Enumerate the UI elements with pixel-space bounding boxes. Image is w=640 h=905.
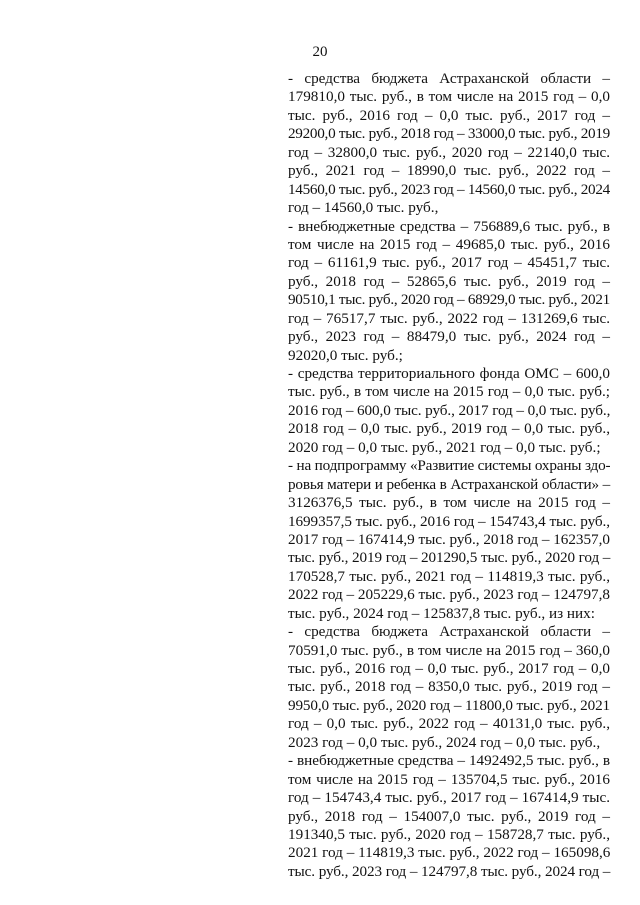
text-line: руб., 2018 год – 154007,0 тыс. руб., 2019 год – <box>288 807 610 825</box>
text-line: год – 76517,7 тыс. руб., 2022 год – 131269,6 тыс. <box>288 309 610 327</box>
text-line: - средства бюджета Астраханской области – <box>288 70 610 87</box>
text-line: год – 154743,4 тыс. руб., 2017 год – 167414,9 тыс. <box>288 789 610 807</box>
text-line: 2018 год – 0,0 тыс. руб., 2019 год – 0,0 тыс. руб., <box>288 420 610 438</box>
text-line: руб., 2023 год – 88479,0 тыс. руб., 2024 год – <box>288 328 610 346</box>
text-line: тыс. руб., 2023 год – 124797,8 тыс. руб., 2024 год – <box>288 862 611 880</box>
text-line: 70591,0 тыс. руб., в том числе на 2015 год – 360,0 <box>288 641 610 659</box>
text-line: 2022 год – 205229,6 тыс. руб., 2023 год – 124797,8 <box>288 586 610 604</box>
text-line: 90510,1 тыс. руб., 2020 год – 68929,0 тыс. руб., 2021 <box>288 291 610 309</box>
text-line: тыс. руб., в том числе на 2015 год – 0,0 тыс. руб.; <box>288 383 610 401</box>
text-line: тыс. руб., 2016 год – 0,0 тыс. руб., 2017 год – 0,0 <box>288 660 610 677</box>
text-line: год – 14560,0 тыс. руб., <box>288 199 439 217</box>
text-line: год – 61161,9 тыс. руб., 2017 год – 45451,7 тыс. <box>288 254 610 272</box>
text-line: тыс. руб., 2024 год – 125837,8 тыс. руб., из них: <box>288 604 595 622</box>
text-line: 170528,7 тыс. руб., 2021 год – 114819,3 тыс. руб., <box>288 567 610 585</box>
text-line: 92020,0 тыс. руб.; <box>288 346 403 364</box>
text-line: руб., 2018 год – 52865,6 тыс. руб., 2019 год – <box>288 272 610 290</box>
text-line: ровья матери и ребенка в Астраханской области» – <box>288 475 610 493</box>
text-line: 29200,0 тыс. руб., 2018 год – 33000,0 тыс. руб., 2019 <box>288 125 610 143</box>
text-line: 2020 год – 0,0 тыс. руб., 2021 год – 0,0 тыс. руб.; <box>288 438 601 456</box>
text-line: 2017 год – 167414,9 тыс. руб., 2018 год – 162357,0 <box>288 530 610 548</box>
page-number: 20 <box>312 44 328 60</box>
text-line: 179810,0 тыс. руб., в том числе на 2015 год – 0,0 <box>288 88 610 106</box>
text-line: 3126376,5 тыс. руб., в том числе на 2015 год – <box>288 494 610 512</box>
text-line: - внебюджетные средства – 756889,6 тыс. руб., в <box>288 217 610 235</box>
text-line: - внебюджетные средства – 1492492,5 тыс. руб., в <box>288 752 610 770</box>
text-line: тыс. руб., 2019 год – 201290,5 тыс. руб., 2020 год – <box>288 549 611 567</box>
text-line: год – 0,0 тыс. руб., 2022 год – 40131,0 тыс. руб., <box>288 715 610 733</box>
text-line: - средства бюджета Астраханской области – <box>288 623 610 641</box>
text-line: 2021 год – 114819,3 тыс. руб., 2022 год – 165098,6 <box>288 844 611 862</box>
text-line: 2016 год – 600,0 тыс. руб., 2017 год – 0,0 тыс. руб., <box>288 401 611 419</box>
text-line: 1699357,5 тыс. руб., 2016 год – 154743,4 тыс. руб., <box>288 512 610 530</box>
text-line: - на подпрограмму «Развитие системы охраны здо- <box>288 457 611 475</box>
text-line: 14560,0 тыс. руб., 2023 год – 14560,0 тыс. руб., 2024 <box>288 180 610 198</box>
text-line: 9950,0 тыс. руб., 2020 год – 11800,0 тыс. руб., 2021 <box>288 696 610 714</box>
text-line: том числе на 2015 год – 49685,0 тыс. руб., 2016 <box>288 235 610 253</box>
document-body <box>288 70 610 881</box>
text-line: руб., 2021 год – 18990,0 тыс. руб., 2022 год – <box>288 162 610 180</box>
text-line: - средства территориального фонда ОМС – 600,0 <box>288 365 610 382</box>
text-line: тыс. руб., 2016 год – 0,0 тыс. руб., 2017 год – <box>288 106 610 124</box>
text-line: год – 32800,0 тыс. руб., 2020 год – 22140,0 тыс. <box>288 143 610 161</box>
text-line: том числе на 2015 год – 135704,5 тыс. руб., 2016 <box>288 770 610 788</box>
text-line: 191340,5 тыс. руб., 2020 год – 158728,7 тыс. руб., <box>288 825 610 843</box>
text-line: тыс. руб., 2018 год – 8350,0 тыс. руб., 2019 год – <box>288 678 610 696</box>
text-line: 2023 год – 0,0 тыс. руб., 2024 год – 0,0 тыс. руб., <box>288 733 601 751</box>
